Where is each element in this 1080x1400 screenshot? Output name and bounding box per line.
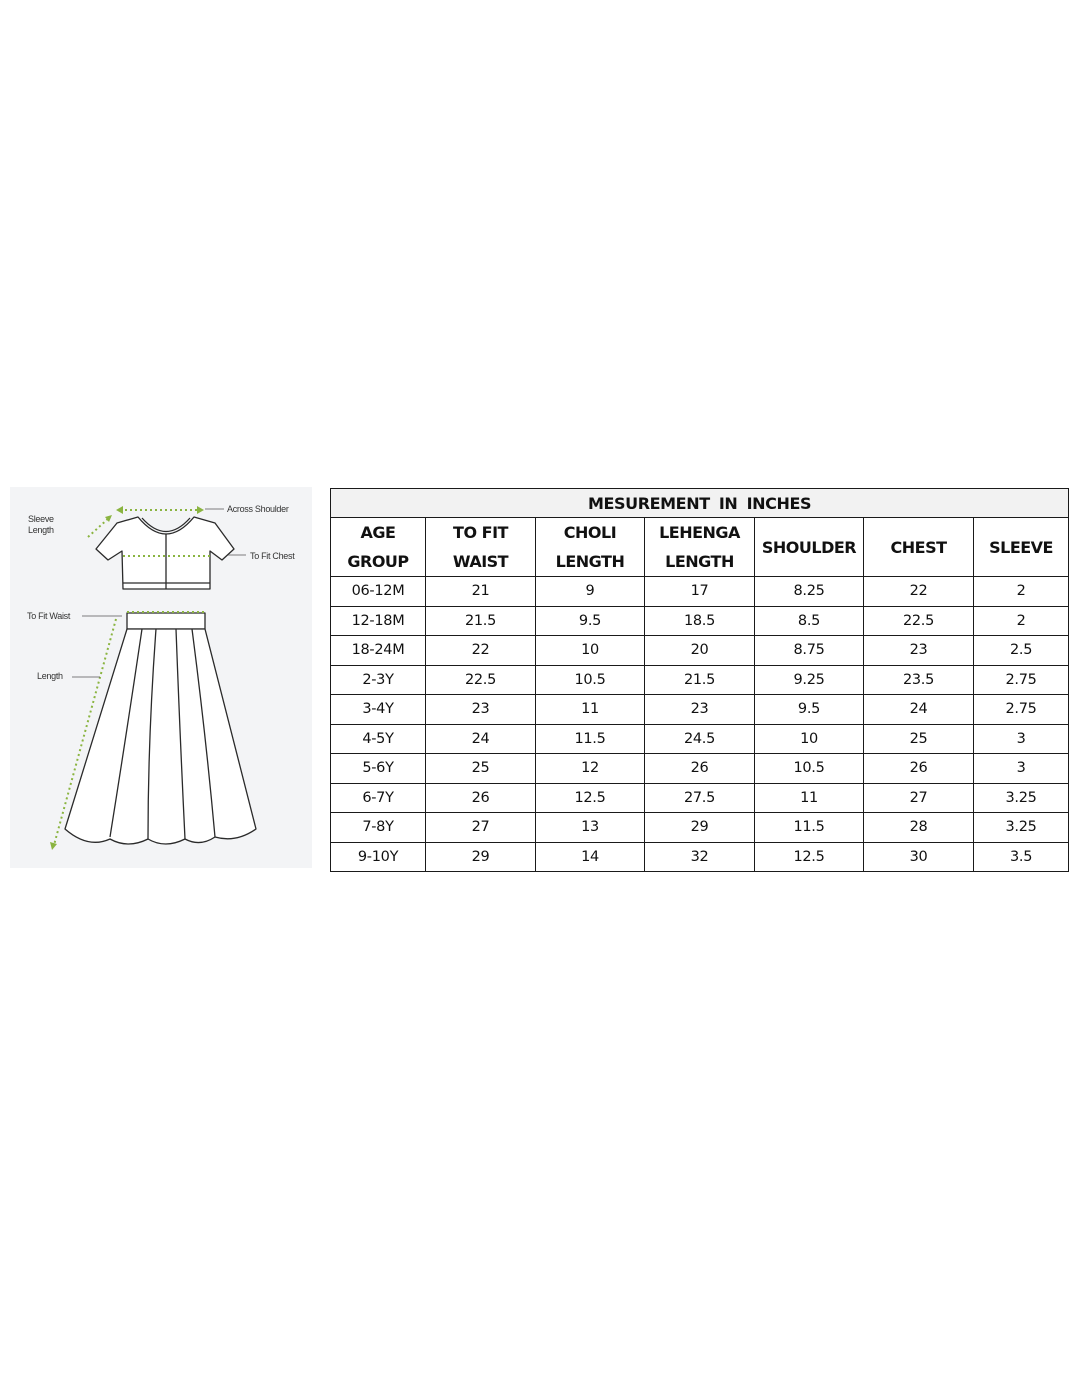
measurement-cell: 25 bbox=[864, 724, 974, 754]
sleeve-length-label-line1: Sleeve bbox=[28, 514, 54, 524]
measurement-cell: 8.75 bbox=[755, 636, 864, 666]
table-row bbox=[331, 606, 1069, 636]
measurement-cell: 30 bbox=[864, 842, 974, 872]
measurement-cell: 2 bbox=[974, 577, 1069, 607]
column-header-line: LEHENGA bbox=[659, 523, 740, 542]
measurement-cell: 26 bbox=[864, 754, 974, 784]
measurement-cell: 14 bbox=[536, 842, 645, 872]
column-header bbox=[755, 518, 864, 577]
measurement-cell: 10 bbox=[536, 636, 645, 666]
measurement-cell: 21 bbox=[426, 577, 536, 607]
measurement-cell: 23 bbox=[864, 636, 974, 666]
measurement-cell: 9.5 bbox=[536, 606, 645, 636]
measurement-cell: 3 bbox=[974, 754, 1069, 784]
column-header-line: LENGTH bbox=[665, 552, 734, 571]
measurement-cell: 3.25 bbox=[974, 813, 1069, 843]
measurement-cell: 27 bbox=[426, 813, 536, 843]
table-body bbox=[331, 577, 1069, 872]
measurement-cell: 12 bbox=[536, 754, 645, 784]
measurement-cell: 24 bbox=[864, 695, 974, 725]
measurement-cell: 17 bbox=[645, 577, 755, 607]
measurement-cell: 25 bbox=[426, 754, 536, 784]
column-header-line: WAIST bbox=[452, 552, 509, 571]
column-header-line: SHOULDER bbox=[761, 537, 857, 557]
measurement-cell: 29 bbox=[645, 813, 755, 843]
age-group-cell: 4-5Y bbox=[331, 724, 426, 754]
measurement-cell: 22.5 bbox=[426, 665, 536, 695]
table-row bbox=[331, 695, 1069, 725]
across-shoulder-label: Across Shoulder bbox=[227, 504, 289, 514]
measurement-cell: 3 bbox=[974, 724, 1069, 754]
measurement-cell: 9 bbox=[536, 577, 645, 607]
measurement-cell: 23 bbox=[645, 695, 755, 725]
column-header bbox=[645, 518, 755, 577]
age-group-cell: 3-4Y bbox=[331, 695, 426, 725]
table-title: MESUREMENT IN INCHES bbox=[331, 489, 1069, 518]
measurement-cell: 12.5 bbox=[536, 783, 645, 813]
column-header-line: TO FIT bbox=[453, 523, 508, 542]
measurement-cell: 18.5 bbox=[645, 606, 755, 636]
sleeve-length-label-line2: Length bbox=[28, 525, 54, 535]
measurement-cell: 24.5 bbox=[645, 724, 755, 754]
age-group-cell: 7-8Y bbox=[331, 813, 426, 843]
column-header-line: CHOLI bbox=[563, 523, 617, 542]
length-label: Length bbox=[37, 671, 63, 681]
column-header bbox=[426, 518, 536, 577]
age-group-cell: 9-10Y bbox=[331, 842, 426, 872]
measurement-cell: 8.25 bbox=[755, 577, 864, 607]
choli-outline bbox=[96, 517, 234, 589]
column-header-line: SLEEVE bbox=[989, 537, 1053, 557]
table-row bbox=[331, 636, 1069, 666]
measurement-cell: 22.5 bbox=[864, 606, 974, 636]
measurement-cell: 3.5 bbox=[974, 842, 1069, 872]
measurement-cell: 21.5 bbox=[645, 665, 755, 695]
measurement-cell: 10.5 bbox=[536, 665, 645, 695]
measurement-cell: 11 bbox=[755, 783, 864, 813]
measurement-cell: 22 bbox=[864, 577, 974, 607]
measurement-cell: 9.25 bbox=[755, 665, 864, 695]
measurement-cell: 11 bbox=[536, 695, 645, 725]
lehenga-outline bbox=[65, 613, 256, 844]
measurement-cell: 10 bbox=[755, 724, 864, 754]
table-row bbox=[331, 783, 1069, 813]
measurement-cell: 11.5 bbox=[536, 724, 645, 754]
header-row bbox=[331, 518, 1069, 577]
table-row bbox=[331, 813, 1069, 843]
age-group-cell: 5-6Y bbox=[331, 754, 426, 784]
table-row bbox=[331, 724, 1069, 754]
measurement-cell: 8.5 bbox=[755, 606, 864, 636]
column-header-line: CHEST bbox=[890, 537, 947, 557]
measurement-cell: 26 bbox=[645, 754, 755, 784]
sleeve-length-guide bbox=[88, 517, 110, 537]
age-group-cell: 06-12M bbox=[331, 577, 426, 607]
age-group-cell: 18-24M bbox=[331, 636, 426, 666]
measurement-cell: 12.5 bbox=[755, 842, 864, 872]
size-chart-table bbox=[330, 488, 1069, 872]
measurement-cell: 13 bbox=[536, 813, 645, 843]
measurement-cell: 28 bbox=[864, 813, 974, 843]
title-row bbox=[331, 489, 1069, 518]
table-row bbox=[331, 665, 1069, 695]
age-group-cell: 2-3Y bbox=[331, 665, 426, 695]
column-header bbox=[974, 518, 1069, 577]
column-header-line: LENGTH bbox=[555, 552, 625, 571]
measurement-cell: 24 bbox=[426, 724, 536, 754]
measurement-cell: 27.5 bbox=[645, 783, 755, 813]
measurement-cell: 2.5 bbox=[974, 636, 1069, 666]
measurement-cell: 3.25 bbox=[974, 783, 1069, 813]
measurement-cell: 2.75 bbox=[974, 695, 1069, 725]
column-header bbox=[331, 518, 426, 577]
measurement-cell: 22 bbox=[426, 636, 536, 666]
measurement-cell: 2 bbox=[974, 606, 1069, 636]
measurement-cell: 9.5 bbox=[755, 695, 864, 725]
measurement-cell: 21.5 bbox=[426, 606, 536, 636]
garment-measurement-illustration bbox=[10, 487, 312, 868]
column-header bbox=[864, 518, 974, 577]
column-header-line: GROUP bbox=[347, 552, 409, 571]
table-row bbox=[331, 577, 1069, 607]
table-row bbox=[331, 754, 1069, 784]
to-fit-chest-label: To Fit Chest bbox=[250, 551, 295, 561]
measurement-cell: 23.5 bbox=[864, 665, 974, 695]
to-fit-waist-label: To Fit Waist bbox=[27, 611, 71, 621]
measurement-cell: 11.5 bbox=[755, 813, 864, 843]
measurement-cell: 20 bbox=[645, 636, 755, 666]
column-header bbox=[536, 518, 645, 577]
measurement-cell: 2.75 bbox=[974, 665, 1069, 695]
measurement-cell: 27 bbox=[864, 783, 974, 813]
table-row bbox=[331, 842, 1069, 872]
age-group-cell: 6-7Y bbox=[331, 783, 426, 813]
measurement-cell: 32 bbox=[645, 842, 755, 872]
measurement-cell: 10.5 bbox=[755, 754, 864, 784]
measurement-cell: 26 bbox=[426, 783, 536, 813]
column-header-line: AGE bbox=[360, 523, 396, 542]
measurement-cell: 29 bbox=[426, 842, 536, 872]
measurement-cell: 23 bbox=[426, 695, 536, 725]
age-group-cell: 12-18M bbox=[331, 606, 426, 636]
lehenga-choli-diagram bbox=[10, 487, 312, 868]
